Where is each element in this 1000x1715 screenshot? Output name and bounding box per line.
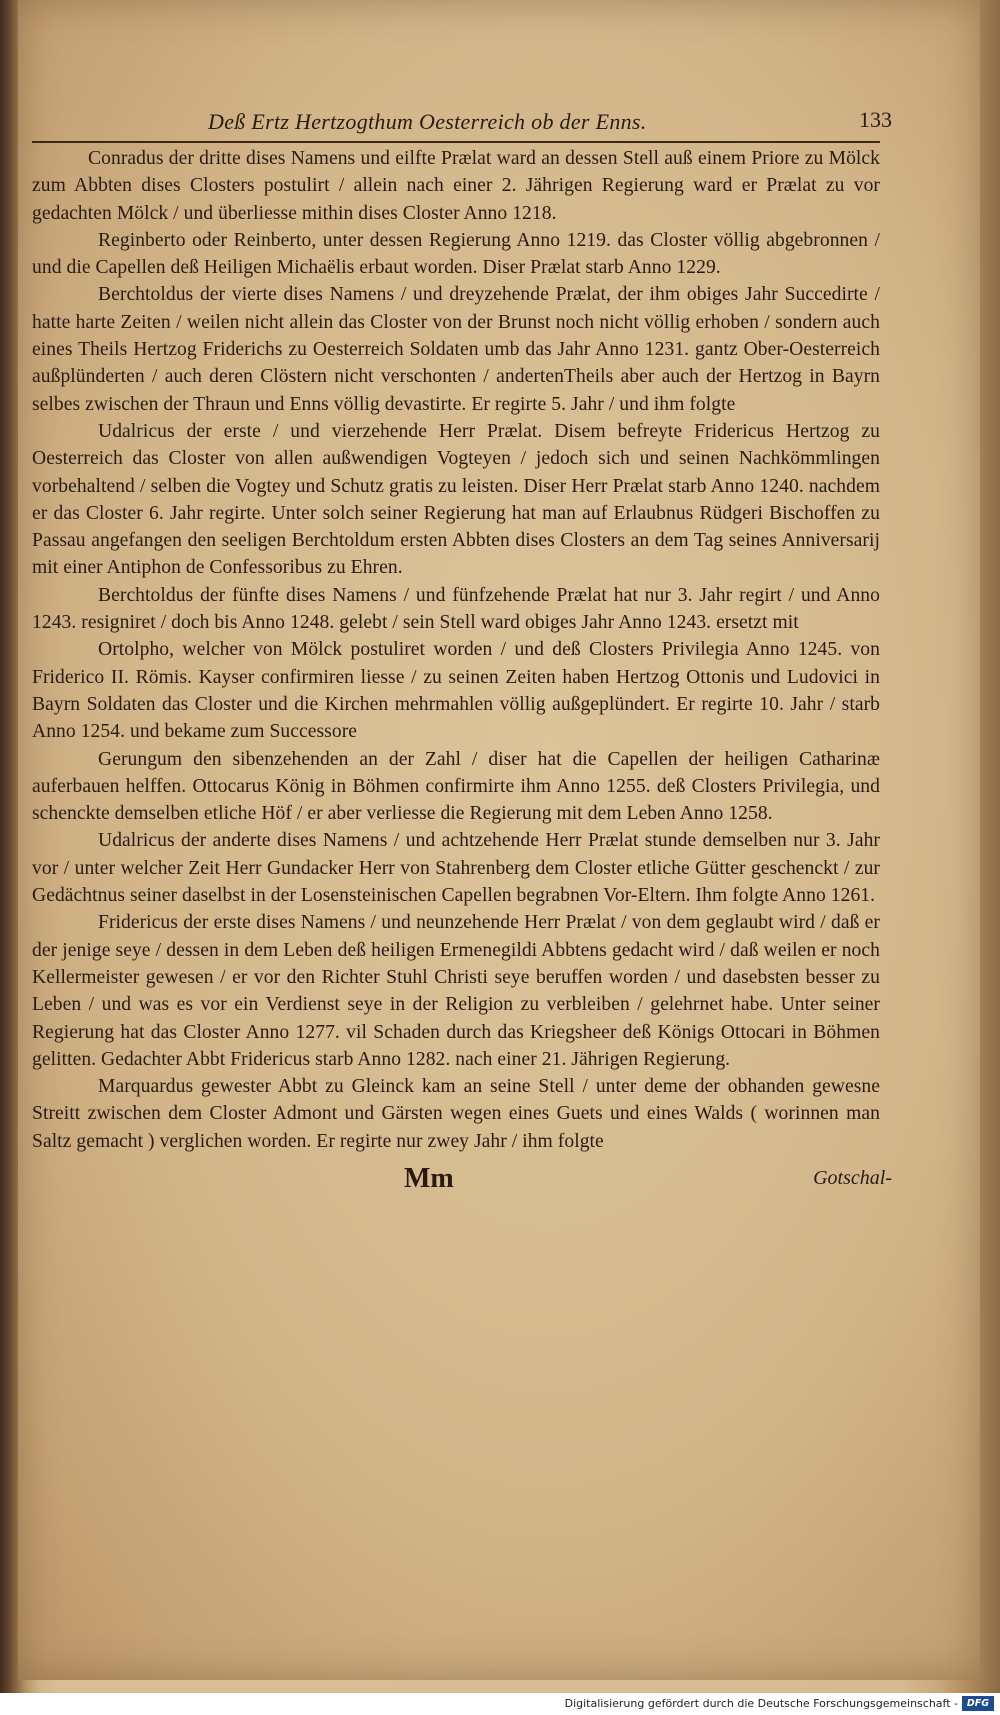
running-head: Deß Ertz Hertzogthum Oesterreich ob der Enns. [208,109,647,134]
paragraph-conradus: Conradus der dritte dises Namens und eilfte Prælat ward an dessen Stell auß einem Priore zu Mölck zum Abbten dises Closters postulirt / allein nach einer 2. Jährigen Regierung ward er Prælat zu vor gedachten Mölck / und überliesse mithin dises Closter Anno 1218. [32,148,880,224]
paragraph-gerungum: Gerungum den sibenzehenden an der Zahl / diser hat die Capellen der heiligen Catharinæ auferbauen helffen. Ottocarus König in Böhmen confirmirte ihm Anno 1255. deß Closters Privilegia, und schenckte demselben etliche Höf / er aber verliesse die Regierung mit dem Leben Anno 1258. [32,748,880,825]
body-text [32,145,880,1155]
page-header [32,105,892,143]
catchword: Gotschal- [813,1166,892,1189]
page-footer [32,1161,892,1205]
book-page [18,0,980,1680]
paragraph-reginberto: Reginberto oder Reinberto, unter dessen Regierung Anno 1219. das Closter völlig abgebronnen / und die Capellen deß Heiligen Michaëlis erbaut worden. Diser Prælat starb Anno 1229. [32,229,880,279]
dfg-logo: DFG [962,1696,994,1711]
paragraph-udalricus-ii: Udalricus der anderte dises Namens / und achtzehende Herr Prælat stunde demselben nur 3. Jahr vor / unter welcher Zeit Herr Gundacker Herr von Stahrenberg dem Closter etliche Gütter geschenckt / zur Gedächtnus seiner daselbst in der Losensteinischen Capellen begrabnen Vor-Eltern. Ihm folgte Anno 1261. [32,830,880,907]
paragraph-berchtoldus-iv: Berchtoldus der vierte dises Namens / und dreyzehende Prælat, der ihm obiges Jahr Succedirte / hatte harte Zeiten / weilen nicht allein das Closter von der Brunst noch nicht völlig erhoben / sondern auch eines Theils Hertzog Friderichs zu Oesterreich Soldaten umb das Jahr Anno 1231. gantz Ober-Oesterreich außplünderten / auch deren Clöstern nicht verschonten / andertenTheils aber auch der Hertzog in Bayrn selbes zwischen der Thraun und Enns völlig devastirte. Er regirte 5. Jahr / und ihm folgte [32,284,880,415]
paragraph-marquardus: Marquardus gewester Abbt zu Gleinck kam an seine Stell / unter deme der obhanden gewesne Streitt zwischen dem Closter Admont und Gärsten wegen eines Guets und eines Walds ( worinnen man Saltz gemacht ) verglichen worden. Er regirte nur zwey Jahr / ihm folgte [32,1076,880,1152]
paragraph-ortolpho: Ortolpho, welcher von Mölck postuliret worden / und deß Closters Privilegia Anno 1245. von Friderico II. Römis. Kayser confirmiren liesse / zu seinen Zeiten haben Hertzog Ottonis und Ludovici in Bayrn Soldaten das Closter und die Kirchen mehrmahlen völlig außgeplündert. Er regirte 10. Jahr / starb Anno 1254. und bekame zum Successore [32,639,880,743]
digitization-credit: Digitalisierung gefördert durch die Deutsche Forschungsgemeinschaft - [564,1697,958,1710]
paragraph-berchtoldus-v: Berchtoldus der fünfte dises Namens / und fünfzehende Prælat hat nur 3. Jahr regirt / und Anno 1243. resigniret / doch bis Anno 1248. gelebt / sein Stell ward obiges Jahr Anno 1243. ersetzt mit [32,584,880,634]
signature-mark: Mm [404,1162,454,1194]
page-content [32,105,892,1205]
paragraph-udalricus-i: Udalricus der erste / und vierzehende Herr Prælat. Disem befreyte Fridericus Hertzog zu Oesterreich das Closter von allen außwendigen Vogteyen / jedoch sich und seinen Nachkömmlingen vorbehaltend / selben die Vogtey und Schutz gratis zu leisten. Diser Herr Prælat starb Anno 1240. nachdem er das Closter 6. Jahr regirte. Unter solch seiner Regierung hat man auf Erlaubnus Rüdgeri Bischoffen zu Passau angefangen den seeligen Berchtoldum ersten Abbten dises Closters an dem Tag seines Anniversarij mit einer Antiphon de Confessoribus zu Ehren. [32,420,880,579]
paragraph-fridericus: Fridericus der erste dises Namens / und neunzehende Herr Prælat / von dem geglaubt wird / daß er der jenige seye / dessen in dem Leben deß heiligen Ermenegildi Abbtens gedacht wird / daß weilen er noch Kellermeister gewesen / er vor den Richter Stuhl Christi seye beruffen worden / und dasebsten besser zu Leben / und was es vor ein Verdienst seye in der Religion zu verbleiben / gelehrnet habe. Unter seiner Regierung hat das Closter Anno 1277. vil Schaden durch das Kriegsheer deß Königs Ottocari in Böhmen gelitten. Gedachter Abbt Fridericus starb Anno 1282. nach einer 21. Jährigen Regierung. [32,912,880,1070]
page-number: 133 [859,107,892,132]
credit-bar [0,1693,1000,1715]
